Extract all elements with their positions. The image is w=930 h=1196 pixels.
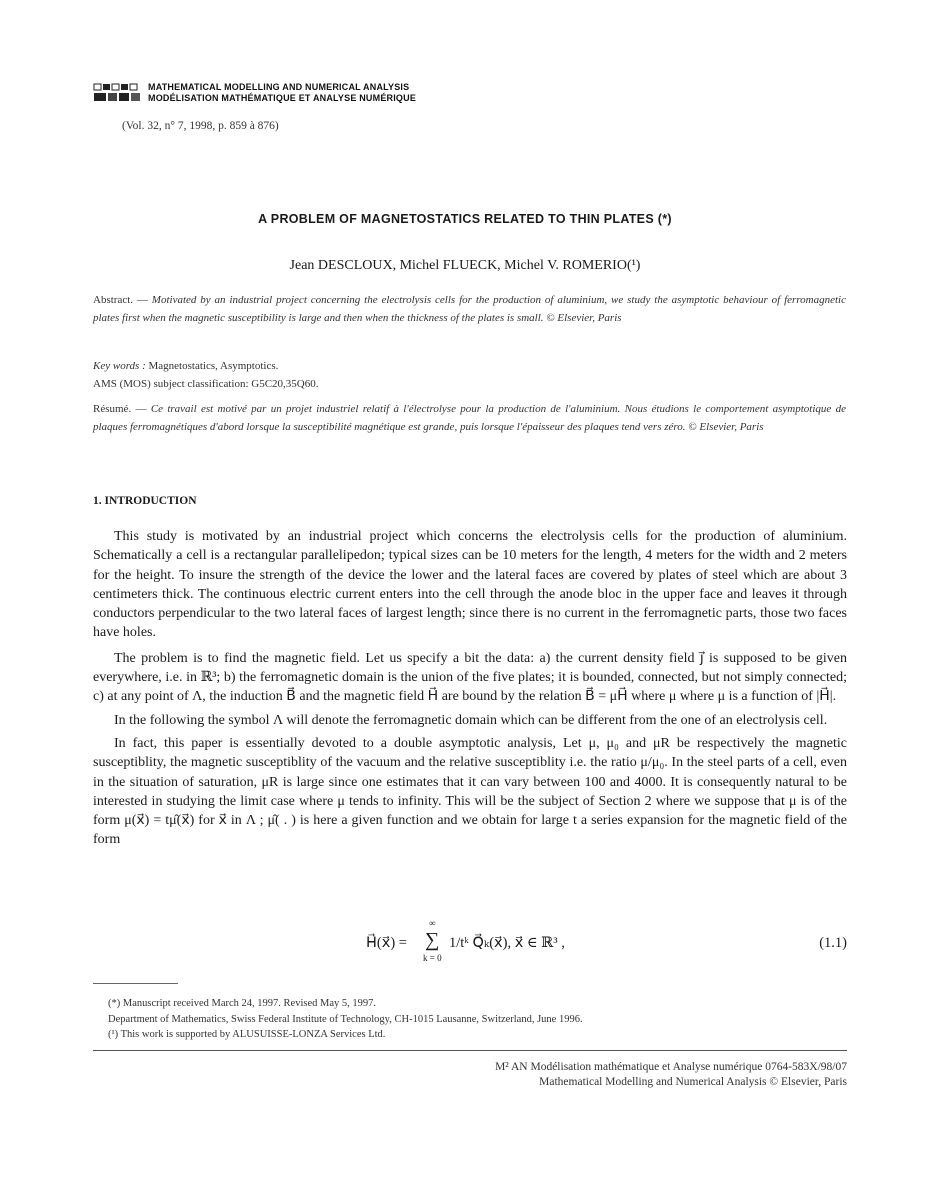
paragraph: In the following the symbol Λ will denote the ferromagnetic domain which can be different from the one of an electrolysis cell. [114, 712, 828, 728]
abstract-label: Abstract. — [93, 294, 148, 306]
abstract-text: Motivated by an industrial project concerning the electrolysis cells for the production of aluminium, we study the asymptotic behaviour of ferromagnetic plates first when the magnetic susceptibility is large and then when the thickness of the plates is small. © Elsevier, Paris [93, 294, 846, 324]
equation-number: (1.1) [819, 935, 847, 951]
resume-text: Ce travail est motivé par un projet industriel relatif à l'électrolyse pour la production de l'aluminium. Nous étudions le comportement asymptotique de plaques ferromagnétiques d'abord lorsque la susceptibilité magnétique est grande, puis lorsque l'épaisseur des plaques tend vers zéro. © Elsevier, Paris [93, 403, 846, 433]
paragraph: In fact, this paper is essentially devoted to a double asymptotic analysis, Let μ, μ₀ and μR be respectively the magnetic susceptiblity, the magnetic susceptiblity of the vacuum and the relative susceptiblity i.e. the ratio μ/μ₀. In the steel parts of a cell, even in the situation of saturation, μR is large since one estimates that it can vary between 100 and 4000. It is consequently natural to be interested in studying the limit case where μ tends to infinity. This will be the subject of Section 2 where we suppose that μ is of the form μ(x⃗) = tμ̂(x⃗) for x⃗ in Λ ; μ̂( . ) is here a given function and we obtain for large t a series expansion for the magnetic field of the form [93, 735, 847, 848]
paper-title: A PROBLEM OF MAGNETOSTATICS RELATED TO THIN PLATES (*) [258, 212, 672, 226]
keywords-label: Key words : [93, 360, 146, 372]
resume-label: Résumé. — [93, 403, 147, 415]
sum-icon: ∑ [425, 929, 440, 951]
footnote: Department of Mathematics, Swiss Federal Institute of Technology, CH-1015 Lausanne, Switzerland, June 1996. [108, 1013, 583, 1025]
journal-name-fr: MODÉLISATION MATHÉMATIQUE ET ANALYSE NUMÉRIQUE [148, 93, 417, 103]
authors: Jean DESCLOUX, Michel FLUECK, Michel V. ROMERIO(¹) [289, 258, 641, 273]
sum-lower-limit: k = 0 [423, 953, 442, 963]
equation-1-1 [93, 918, 847, 975]
journal-name-en: MATHEMATICAL MODELLING AND NUMERICAL ANALYSIS [148, 82, 410, 92]
publisher-line-1: M² AN Modélisation mathématique et Analyse numérique 0764-583X/98/07 [495, 1061, 847, 1073]
footnote: (¹) This work is supported by ALUSUISSE-LONZA Services Ltd. [108, 1029, 386, 1040]
section-heading: 1. INTRODUCTION [93, 495, 197, 507]
journal-logo [93, 82, 143, 102]
footnote-divider [93, 983, 178, 984]
volume-info: (Vol. 32, n° 7, 1998, p. 859 à 876) [122, 120, 279, 132]
sum-upper-limit: ∞ [429, 918, 436, 928]
body-text [93, 527, 847, 850]
keywords-text: Magnetostatics, Asymptotics. [148, 360, 279, 372]
equation-lhs: H⃗(x⃗) = [366, 935, 407, 951]
footnotes [108, 996, 583, 1043]
ams-classification: AMS (MOS) subject classification: G5C20,35Q60. [93, 377, 319, 390]
paragraph: This study is motivated by an industrial project which concerns the electrolysis cells for the production of aluminium. Schematically a cell is a rectangular parallelipedon; typical sizes can be 10 meters for the length, 4 meters for the width and 2 meters for the height. To insure the strength of the device the lower and the lateral faces are covered by plates of steel which are about 3 centimeters thick. The continuous electric current enters into the cell through the anode bloc in the upper face and leaves it through conductors perpendicular to the two lateral faces of largest length; since there is no current in the ferromagnetic parts, those two faces have holes. [93, 529, 847, 641]
bottom-divider [93, 1050, 847, 1051]
resume [93, 401, 846, 436]
footnote: (*) Manuscript received March 24, 1997. Revised May 5, 1997. [108, 998, 376, 1009]
paragraph: The problem is to find the magnetic field. Let us specify a bit the data: a) the current density field j⃗ is supposed to be given everywhere, i.e. in ℝ³; b) the ferromagnetic domain is the union of the five plates; it is bounded, connected, but not simply connected; c) at any point of Λ, the induction B⃗ and the magnetic field H⃗ are bound by the relation B⃗ = μH⃗ where μ where μ is a function of |H⃗|. [93, 650, 847, 705]
keywords [93, 358, 846, 393]
abstract [93, 292, 846, 327]
equation-rhs: 1/tᵏ Q⃗ₖ(x⃗), x⃗ ∈ ℝ³ , [449, 935, 565, 951]
publisher-line-2: Mathematical Modelling and Numerical Analysis © Elsevier, Paris [539, 1076, 847, 1088]
